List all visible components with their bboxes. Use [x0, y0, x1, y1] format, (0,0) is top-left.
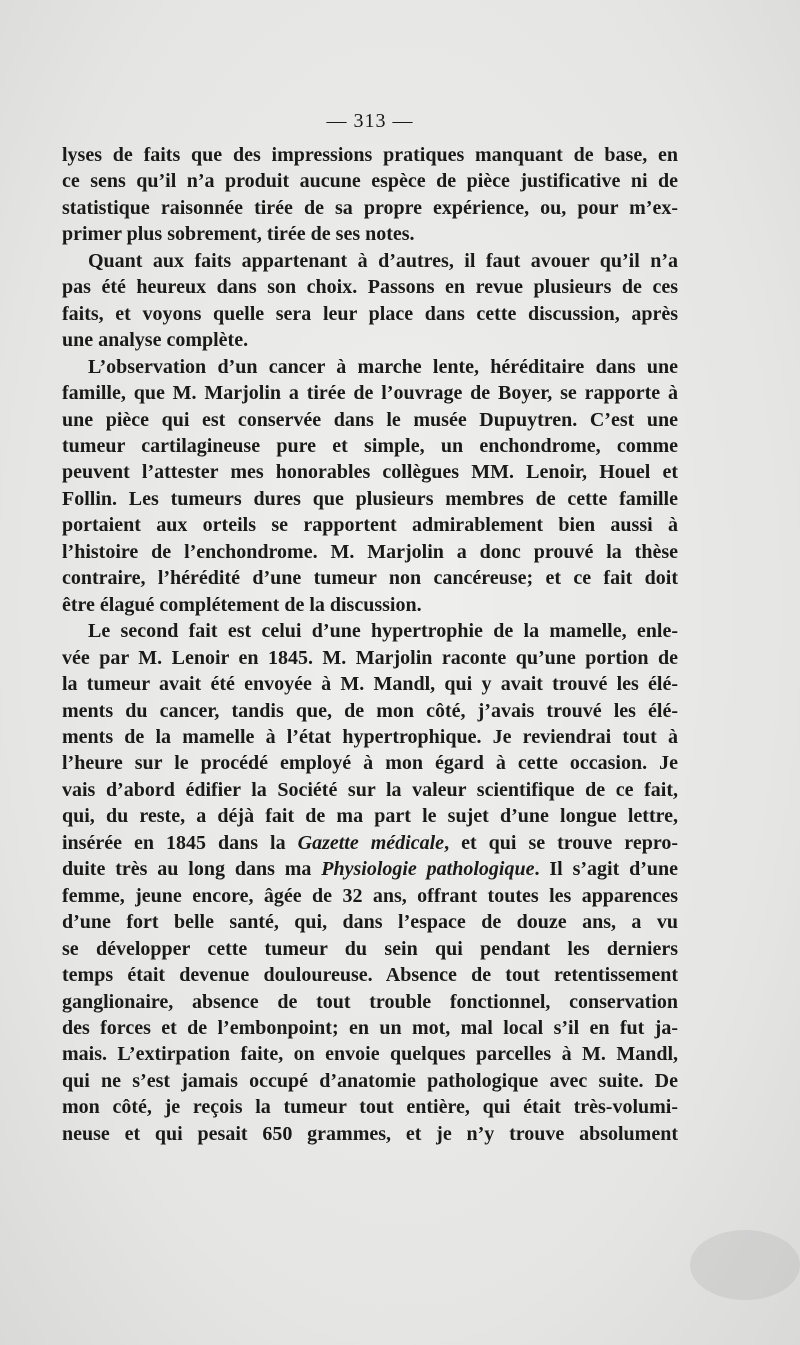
text-line: lyses de faits que des impressions pratiques manquant de base, en: [62, 144, 678, 166]
text-line: famille, que M. Marjolin a tirée de l’ouvrage de Boyer, se rapporte à: [62, 382, 678, 405]
text-line: une analyse complète.: [62, 329, 249, 352]
page-number: — 313 —: [326, 110, 414, 132]
text-line: vais d’abord édifier la Société sur la valeur scientifique de ce fait,: [62, 778, 678, 801]
text-segment: duite très au long dans ma: [62, 858, 322, 881]
text-line: Follin. Les tumeurs dures que plusieurs membres de cette famille: [62, 487, 678, 510]
text-line: L’observation d’un cancer à marche lente, héréditaire dans une: [88, 355, 678, 378]
text-line: la tumeur avait été envoyée à M. Mandl, qui y avait trouvé les élé-: [62, 673, 678, 696]
text-line: tumeur cartilagineuse pure et simple, un enchondrome, comme: [62, 434, 678, 457]
text-line: ments de la mamelle à l’état hypertrophique. Je reviendrai tout à: [62, 725, 678, 748]
text-line: vée par M. Lenoir en 1845. M. Marjolin raconte qu’une portion de: [62, 646, 678, 669]
paper-stain: [690, 1230, 800, 1300]
text-line: qui ne s’est jamais occupé d’anatomie pathologique avec suite. De: [62, 1069, 678, 1092]
body-text: [62, 142, 678, 1147]
text-line: femme, jeune encore, âgée de 32 ans, offrant toutes les apparences: [62, 884, 678, 907]
text-line: se développer cette tumeur du sein qui pendant les derniers: [62, 937, 678, 960]
text-line: une pièce qui est conservée dans le musée Dupuytren. C’est une: [62, 408, 678, 431]
text-line: contraire, l’hérédité d’une tumeur non cancéreuse; et ce fait doit: [62, 567, 678, 590]
text-line: Le second fait est celui d’une hypertrophie de la mamelle, enle-: [88, 620, 678, 643]
text-line: pas été heureux dans son choix. Passons en revue plusieurs de ces: [62, 276, 678, 299]
text-line: des forces et de l’embonpoint; en un mot, mal local s’il en fut ja-: [62, 1016, 678, 1039]
italic-title: Gazette médicale: [297, 831, 445, 854]
text-line: primer plus sobrement, tirée de ses notes.: [62, 223, 415, 246]
text-line: d’une fort belle santé, qui, dans l’espace de douze ans, a vu: [62, 911, 678, 934]
text-line: ments du cancer, tandis que, de mon côté, j’avais trouvé les élé-: [62, 699, 678, 722]
text-line: statistique raisonnée tirée de sa propre expérience, ou, pour m’ex-: [62, 196, 678, 219]
text-line: qui, du reste, a déjà fait de ma part le sujet d’une longue lettre,: [62, 805, 678, 828]
text-line: l’histoire de l’enchondrome. M. Marjolin a donc prouvé la thèse: [62, 540, 678, 563]
text-line: neuse et qui pesait 650 grammes, et je n’y trouve absolument: [62, 1122, 678, 1145]
text-line: mais. L’extirpation faite, on envoie quelques parcelles à M. Mandl,: [62, 1043, 678, 1066]
text-line: faits, et voyons quelle sera leur place dans cette discussion, après: [62, 302, 678, 325]
text-line: peuvent l’attester mes honorables collègues MM. Lenoir, Houel et: [62, 461, 678, 484]
text-line: mon côté, je reçois la tumeur tout entière, qui était très-volumi-: [62, 1096, 678, 1119]
text-segment: insérée en 1845 dans la: [62, 831, 298, 854]
text-line: [62, 856, 678, 882]
text-segment: , et qui se trouve repro-: [444, 831, 679, 854]
text-line: être élagué complétement de la discussion.: [62, 593, 422, 616]
text-line: l’heure sur le procédé employé à mon égard à cette occasion. Je: [62, 752, 678, 775]
text-segment: . Il s’agit d’une: [534, 858, 679, 881]
text-line: temps était devenue douloureuse. Absence de tout retentissement: [62, 964, 678, 987]
text-line: portaient aux orteils se rapportent admirablement bien aussi à: [62, 514, 678, 537]
text-line: ce sens qu’il n’a produit aucune espèce de pièce justificative ni de: [62, 170, 678, 193]
text-line: [62, 830, 678, 856]
text-line: ganglionaire, absence de tout trouble fonctionnel, conservation: [62, 990, 678, 1013]
book-page: [62, 108, 678, 1147]
italic-title: Physiologie pathologique: [321, 858, 535, 881]
text-line: Quant aux faits appartenant à d’autres, il faut avouer qu’il n’a: [88, 249, 678, 272]
